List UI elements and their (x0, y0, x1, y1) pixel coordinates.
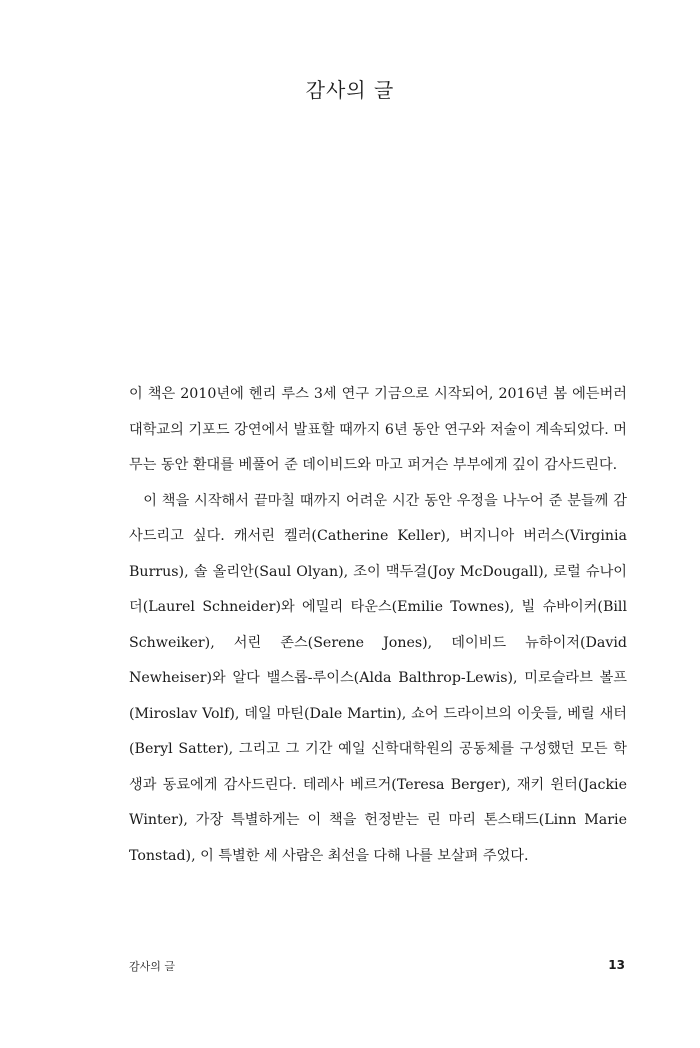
paragraph-1: 이 책은 2010년에 헨리 루스 3세 연구 기금으로 시작되어, 2016년 봄 에든버러 대학교의 기포드 강연에서 발표할 때까지 6년 동안 연구와 저술이 계속되었다. 머무는 동안 환대를 베풀어 준 데이비드와 마고 퍼거슨 부부에게 깊이 감사드린다. (129, 386, 627, 473)
page-title: 감사의 글 (305, 78, 395, 102)
paragraph-2: 이 책을 시작해서 끝마칠 때까지 어려운 시간 동안 우정을 나누어 준 분들께 감사드리고 싶다. 캐서린 켈러(Catherine Keller), 버지니아 버러스(Virginia Burrus), 솔 올리안(Saul Olyan), 조이 맥두걸(Joy McDougall), 로럴 슈나이더(Laurel Schneider)와 에밀리 타운스(Emilie Townes), 빌 슈바이커(Bill Schweiker), 서린 존스(Serene Jones), 데이비드 뉴하이저(David Newheiser)와 알다 밸스롭-루이스(Alda Balthrop-Lewis), 미로슬라브 볼프(Miroslav Volf), 데일 마틴(Dale Martin), 쇼어 드라이브의 이웃들, 베릴 새터(Beryl Satter), 그리고 그 기간 예일 신학대학원의 공동체를 구성했던 모든 학생과 동료에게 감사드린다. 테레사 베르거(Teresa Berger), 재키 윈터(Jackie Winter), 가장 특별하게는 이 책을 헌정받는 린 마리 톤스태드(Linn Marie Tonstad), 이 특별한 세 사람은 최선을 다해 나를 보살펴 주었다. (129, 492, 627, 864)
body-text (129, 377, 627, 874)
running-head: 감사의 글 (129, 960, 176, 973)
page-footer (129, 958, 627, 976)
page-number: 13 (608, 958, 625, 972)
